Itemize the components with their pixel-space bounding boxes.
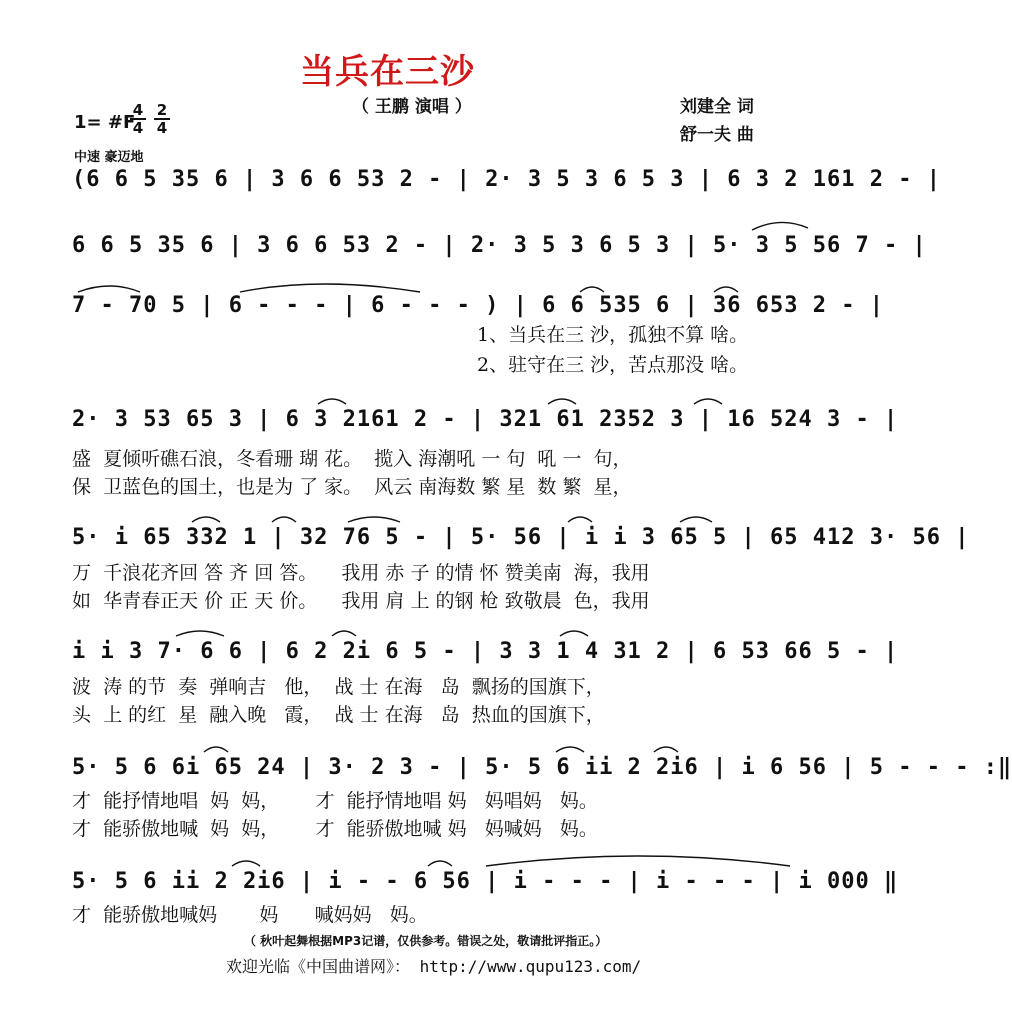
slur-arc xyxy=(204,747,228,752)
slur-arc xyxy=(318,399,346,404)
singer-credit: （ 王鹏 演唱 ） xyxy=(352,97,472,117)
song-title: 当兵在三沙 xyxy=(300,52,475,92)
time-signature-2-4 xyxy=(154,102,170,136)
composer-credit: 舒一夫 曲 xyxy=(680,125,754,145)
key-signature: 1= #F xyxy=(74,112,136,133)
time-sig-denominator: 4 xyxy=(156,119,168,137)
lyric-line-3-verse-1: 1、当兵在三 沙，孤独不算 啥。 xyxy=(477,324,749,346)
tie-arc xyxy=(752,222,808,230)
slur-arc xyxy=(568,517,592,522)
tie-arc xyxy=(240,284,420,292)
slur-arc xyxy=(580,287,604,292)
lyric-line-4-verse-1: 盛 夏倾听礁石浪，冬看珊 瑚 花。 揽入 海潮吼 一 句 吼 一 句， xyxy=(72,448,632,470)
lyric-line-7-verse-2: 才 能骄傲地喊 妈 妈， 才 能骄傲地喊 妈 妈喊妈 妈。 xyxy=(72,818,598,840)
tie-arc xyxy=(486,856,790,866)
transcription-note: （ 秋叶起舞根据MP3记谱，仅供参考。错误之处，敬请批评指正。） xyxy=(244,934,608,948)
slur-arc xyxy=(694,399,722,404)
slur-arc xyxy=(556,747,584,752)
notation-line-7: 5· 5 6 6i 65 24 | 3· 2 3 - | 5· 5 6 ii 2 2i6 | i 6 56 | 5 - - - :‖ xyxy=(72,755,1012,780)
slur-arc xyxy=(680,517,712,522)
slur-arc xyxy=(176,631,224,636)
slur-arc xyxy=(714,287,738,292)
slur-arc xyxy=(654,747,678,752)
lyricist-credit: 刘建全 词 xyxy=(680,97,754,117)
slur-arc xyxy=(332,631,356,636)
lyric-line-8-verse-1: 才 能骄傲地喊妈 妈 喊妈妈 妈。 xyxy=(72,904,428,926)
notation-line-6: i i 3 7· 6 6 | 6 2 2i 6 5 - | 3 3 1 4 31 2 | 6 53 66 5 - | xyxy=(72,639,899,664)
notation-line-3: 7 - 70 5 | 6 - - - | 6 - - - ) | 6 6 535 6 | 36 653 2 - | xyxy=(72,293,884,318)
tie-arc xyxy=(348,517,400,522)
notation-line-2: 6 6 5 35 6 | 3 6 6 53 2 - | 2· 3 5 3 6 5 3 | 5· 3 5 56 7 - | xyxy=(72,233,927,258)
slur-arc xyxy=(428,861,452,866)
notation-line-8: 5· 5 6 ii 2 2i6 | i - - 6 56 | i - - - | i - - - | i 000 ‖ xyxy=(72,869,899,894)
tempo-marking: 中速 豪迈地 xyxy=(74,150,144,165)
lyric-line-7-verse-1: 才 能抒情地唱 妈 妈， 才 能抒情地唱 妈 妈唱妈 妈。 xyxy=(72,790,598,812)
lyric-line-5-verse-1: 万 千浪花齐回 答 齐 回 答。 我用 赤 子 的情 怀 赞美南 海，我用 xyxy=(72,562,650,584)
slur-arc xyxy=(548,399,576,404)
slur-arc xyxy=(192,517,220,522)
notation-line-4: 2· 3 53 65 3 | 6 3 2161 2 - | 321 61 2352 3 | 16 524 3 - | xyxy=(72,407,899,432)
lyric-line-6-verse-1: 波 涛 的节 奏 弹响吉 他， 战 士 在海 岛 飘扬的国旗下， xyxy=(72,676,605,698)
notation-line-5: 5· i 65 332 1 | 32 76 5 - | 5· 56 | i i 3 65 5 | 65 412 3· 56 | xyxy=(72,525,970,550)
tie-arc xyxy=(78,286,140,292)
notation-line-1: (6 6 5 35 6 | 3 6 6 53 2 - | 2· 3 5 3 6 5 3 | 6 3 2 161 2 - | xyxy=(72,167,941,192)
lyric-line-6-verse-2: 头 上 的红 星 融入晚 霞， 战 士 在海 岛 热血的国旗下， xyxy=(72,704,605,726)
time-sig-denominator: 4 xyxy=(132,119,144,137)
lyric-line-3-verse-2: 2、驻守在三 沙，苦点那没 啥。 xyxy=(477,354,749,376)
time-sig-numerator: 4 xyxy=(130,102,146,120)
website-credit: 欢迎光临《中国曲谱网》： http://www.qupu123.com/ xyxy=(226,957,642,976)
slur-arc xyxy=(272,517,296,522)
slur-arc xyxy=(560,631,588,636)
time-sig-numerator: 2 xyxy=(154,102,170,120)
lyric-line-5-verse-2: 如 华青春正天 价 正 天 价。 我用 肩 上 的钢 枪 致敬晨 色，我用 xyxy=(72,590,650,612)
slur-arc xyxy=(232,861,260,866)
time-signature-4-4 xyxy=(130,102,146,136)
lyric-line-4-verse-2: 保 卫蓝色的国土，也是为 了 家。 风云 南海数 繁 星 数 繁 星， xyxy=(72,476,632,498)
